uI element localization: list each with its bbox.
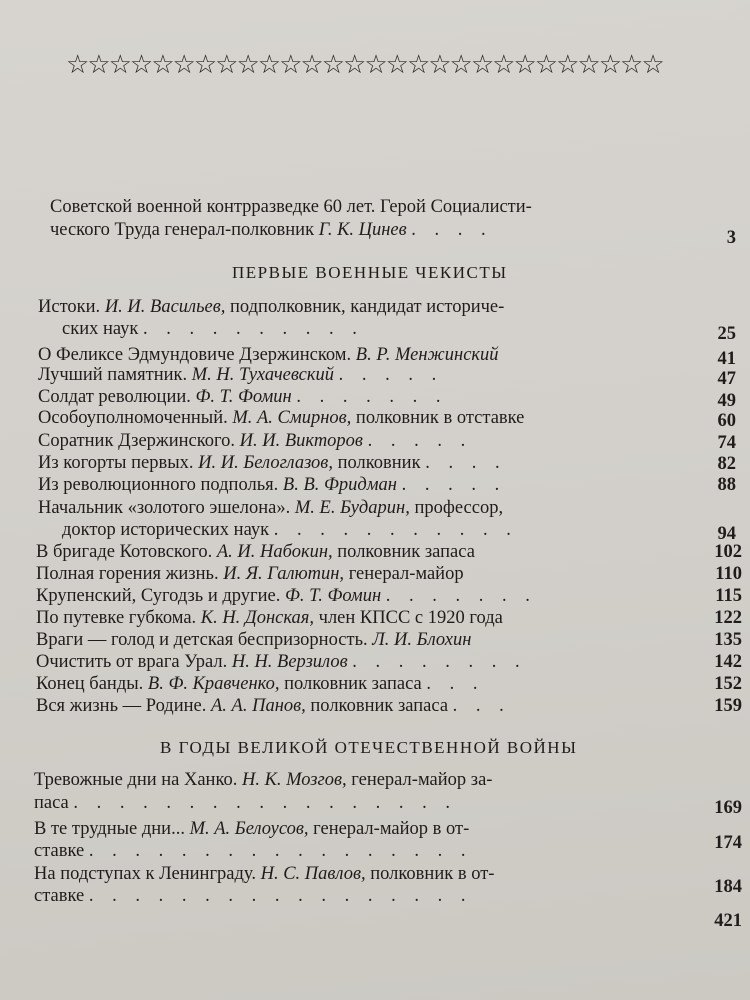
toc-page-number: 159 [714, 696, 742, 716]
toc-entry-title: На подступах к Ленинграду. Н. С. Павлов, полковник в от- [34, 864, 495, 884]
toc-entry-title: Очистить от врага Урал. Н. Н. Верзилов . . . . . . . . [36, 652, 527, 672]
toc-entry-title: О Феликсе Эдмундовиче Дзержинском. В. Р. Менжинский [38, 345, 499, 365]
toc-entry-title: Из революционного подполья. В. В. Фридман . . . . . [38, 475, 507, 495]
toc-entry-title: Советской военной контрразведке 60 лет. Герой Социалисти- [50, 197, 532, 217]
toc-entry-continuation: ставке . . . . . . . . . . . . . . . . . [34, 841, 473, 861]
toc-entry-title: Из когорты первых. И. И. Белоглазов, полковник . . . . [38, 453, 507, 473]
toc-page-number: 47 [717, 369, 736, 389]
toc-entry-title: Начальник «золотого эшелона». М. Е. Бударин, профессор, [38, 498, 504, 518]
toc-entry-title: Враги — голод и детская беспризорность. Л. И. Блохин [36, 630, 472, 650]
toc-entry-title: Истоки. И. И. Васильев, подполковник, кандидат историче- [38, 297, 505, 317]
toc-entry-title: В бригаде Котовского. А. И. Набокин, полковник запаса [36, 542, 475, 562]
toc-entry-title: Вся жизнь — Родине. А. А. Панов, полковник запаса . . . [36, 696, 511, 716]
section-heading: ПЕРВЫЕ ВОЕННЫЕ ЧЕКИСТЫ [232, 263, 508, 282]
toc-page-number: 74 [717, 433, 736, 453]
toc-page-number: 174 [714, 833, 742, 853]
toc-page-number: 122 [714, 608, 742, 628]
toc-page-number: 94 [717, 524, 736, 544]
toc-page-number: 102 [714, 542, 742, 562]
toc-page-number: 110 [715, 564, 742, 584]
toc-entry-title: Крупенский, Сугодзь и другие. Ф. Т. Фомин . . . . . . . [36, 586, 537, 606]
toc-entry-title: Полная горения жизнь. И. Я. Галютин, генерал-майор [36, 564, 464, 584]
toc-entry-title: Солдат революции. Ф. Т. Фомин . . . . . . . [38, 387, 448, 407]
folio-page-number: 421 [714, 911, 742, 931]
toc-entry-title: Тревожные дни на Ханко. Н. К. Мозгов, генерал-майор за- [34, 770, 493, 790]
toc-entry-continuation: доктор исторических наук . . . . . . . . . . . [62, 520, 518, 540]
toc-page-number: 115 [715, 586, 742, 606]
toc-page-number: 135 [714, 630, 742, 650]
toc-entry-title: Лучший памятник. М. Н. Тухачевский . . . . . [38, 365, 444, 385]
section-heading: В ГОДЫ ВЕЛИКОЙ ОТЕЧЕСТВЕННОЙ ВОЙНЫ [160, 738, 578, 757]
toc-page-number: 49 [717, 391, 736, 411]
toc-page-number: 3 [726, 228, 736, 248]
toc-entry-title: Особоуполномоченный. М. А. Смирнов, полковник в отставке [38, 408, 525, 428]
toc-page-number: 41 [717, 349, 736, 369]
toc-page-number: 82 [717, 454, 736, 474]
toc-page-number: 25 [717, 324, 736, 344]
toc-entry-title: Конец банды. В. Ф. Кравченко, полковник запаса . . . [36, 674, 485, 694]
toc-page-number: 169 [714, 798, 742, 818]
toc-page-number: 60 [717, 411, 736, 431]
toc-entry-continuation: ских наук . . . . . . . . . . [62, 319, 364, 339]
toc-page-number: 152 [714, 674, 742, 694]
toc-entry-title: По путевке губкома. К. Н. Донская, член КПСС с 1920 года [36, 608, 503, 628]
toc-entry-continuation: паса . . . . . . . . . . . . . . . . . [34, 793, 458, 813]
toc-page-number: 88 [717, 475, 736, 495]
toc-entry-continuation: ческого Труда генерал-полковник Г. К. Цинев . . . . [50, 220, 493, 240]
toc-entry-title: Соратник Дзержинского. И. И. Викторов . . . . . [38, 431, 473, 451]
toc-entry-title: В те трудные дни... М. А. Белоусов, генерал-майор в от- [34, 819, 470, 839]
toc-page-number: 142 [714, 652, 742, 672]
toc-page-number: 184 [714, 877, 742, 897]
toc-entry-continuation: ставке . . . . . . . . . . . . . . . . . [34, 886, 473, 906]
star-border-ornament: ☆☆☆☆☆☆☆☆☆☆☆☆☆☆☆☆☆☆☆☆☆☆☆☆☆☆☆☆ [66, 50, 663, 80]
